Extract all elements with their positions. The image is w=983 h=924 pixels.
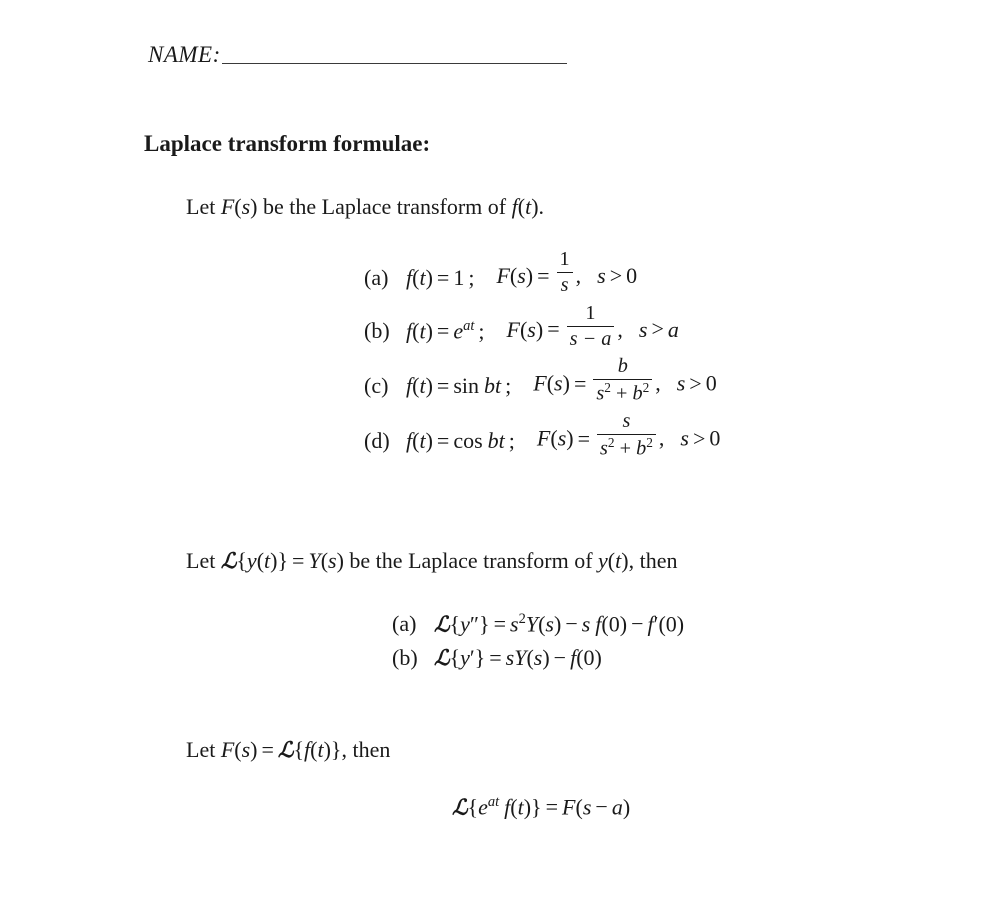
shift-rule-equation: $ℒ\{e^{at}$ f(t)} = F(s − a) — [452, 794, 631, 821]
intro3-post: , then — [341, 737, 391, 762]
transform-function-a: f(t) = 1 ; — [406, 264, 475, 290]
intro3-pre: Let — [186, 737, 221, 762]
fraction-a-denominator: s — [560, 274, 569, 297]
script-l-icon: ℒ — [220, 549, 237, 574]
transform-condition-b: s — [638, 316, 648, 342]
fraction-a — [557, 249, 573, 297]
intro1-paren-close2: ) — [531, 194, 539, 219]
transform-result-c: F(s) = $\frac{b}{s^2 + b^2}$ , s > 0 — [533, 355, 717, 405]
transform-result-b: F(s) = $\frac{1}{s - a}$ , s > a — [506, 301, 679, 350]
transform-condition-c: s — [676, 370, 686, 396]
laplace-transform-list — [364, 248, 721, 471]
transform-function-d: f(t) = cos bt ; — [406, 427, 515, 453]
fraction-c-denominator: $s^2 + b^2$ — [596, 380, 650, 405]
name-label: NAME: — [148, 42, 221, 67]
transform-condition-d: s — [680, 425, 689, 451]
page-title: Laplace transform formulae: — [144, 131, 431, 156]
intro1-f: f — [511, 194, 518, 219]
transform-tag-c: (c) — [364, 372, 389, 398]
transform-result-d: F(s) = $\frac{s}{s^2 + b^2}$ , s > 0 — [536, 410, 721, 460]
transform-row-d — [364, 410, 721, 465]
intro2-pre: Let — [186, 548, 221, 573]
transform-tag-a: (a) — [364, 264, 389, 290]
transform-row-c — [364, 355, 720, 410]
derivative-expr-b: ℒ{y′} = sY(s) − f(0) — [434, 645, 602, 671]
intro2-mid: be the Laplace transform of — [343, 548, 599, 573]
fraction-d — [597, 411, 656, 460]
name-input-rule[interactable] — [222, 63, 567, 64]
intro1-t: t — [525, 194, 532, 219]
transform-tag-b: (b) — [364, 318, 390, 344]
transform-row-a — [364, 248, 720, 302]
transform-tag-d: (d) — [364, 427, 390, 453]
derivative-tag-a: (a) — [392, 611, 417, 636]
intro1-post: . — [538, 194, 545, 219]
name-field-row — [148, 42, 567, 68]
intro-paragraph-3: Let F(s) = ℒ{f(t)}, then — [186, 737, 391, 763]
derivative-row-b — [392, 642, 684, 674]
fraction-d-numerator: s — [622, 410, 631, 433]
intro2-post: , then — [628, 548, 678, 573]
intro-paragraph-2: Let ℒ{y(t)} = Y(s) be the Laplace transform of y(t), then — [186, 548, 678, 574]
transform-function-b: $f(t) = e^{at}$ ; — [406, 318, 485, 344]
intro1-pre: Let — [186, 194, 221, 219]
intro1-paren-open: ( — [234, 194, 242, 219]
fraction-c — [593, 356, 652, 405]
fraction-b-denominator: s − a — [569, 327, 612, 350]
transform-result-a: F(s) = $\frac{1}{s}$ , s > 0 — [496, 248, 638, 297]
derivative-tag-b: (b) — [392, 645, 418, 670]
fraction-d-denominator: $s^2 + b^2$ — [600, 435, 653, 460]
intro1-s: s — [241, 194, 251, 219]
intro-paragraph-1 — [186, 194, 544, 220]
intro1-paren-close: ) — [250, 194, 258, 219]
transform-condition-a: s — [597, 262, 606, 288]
fraction-b-bar — [567, 326, 615, 327]
intro1-f-of-s: F — [220, 194, 235, 219]
derivative-rule-list — [392, 608, 684, 676]
intro1-mid: be the Laplace transform of — [257, 194, 512, 219]
derivative-row-a — [392, 608, 684, 640]
fraction-c-numerator: b — [617, 355, 628, 378]
derivative-expr-a: ℒ{y″} = $s^2Y(s) - s$ f(0) − f′(0) — [434, 610, 685, 638]
transform-row-b — [364, 301, 720, 356]
fraction-a-bar — [557, 272, 573, 273]
fraction-b-numerator: 1 — [585, 301, 596, 324]
fraction-b — [567, 303, 615, 351]
transform-function-c: f(t) = sin bt ; — [406, 372, 512, 398]
intro1-paren-open2: ( — [517, 194, 526, 219]
fraction-a-numerator: 1 — [559, 248, 570, 271]
